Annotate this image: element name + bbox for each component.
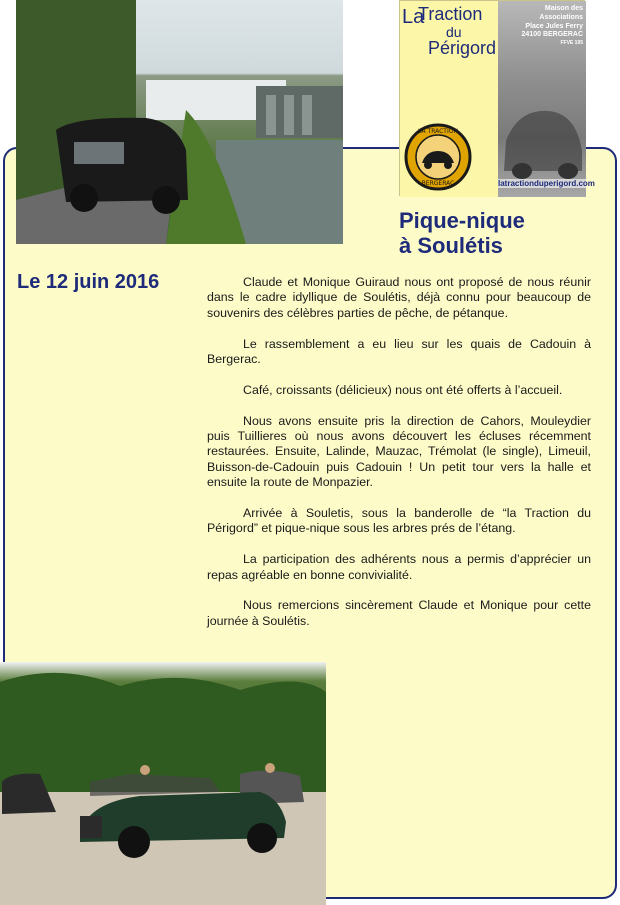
logo-la-text: La: [402, 6, 425, 28]
photo-car-by-river: [16, 0, 343, 244]
federation-number: FFVE 195: [560, 40, 583, 46]
article-body: [207, 275, 591, 645]
paragraph: Arrivée à Souletis, sous la banderolle de “la Traction du Périgord” et pique-nique sous les arbres prés de l’étang.: [207, 506, 591, 536]
logo-traction-text: Traction: [418, 4, 483, 24]
event-date: Le 12 juin 2016: [17, 271, 160, 293]
logo-perigord-text: Périgord: [428, 38, 497, 58]
paragraph: Claude et Monique Guiraud nous ont proposé de nous réunir dans le cadre idyllique de Soulétis, déjà connu pour beaucoup de souvenirs des célèbres parties de pêche, de pétanque.: [207, 275, 591, 320]
photo-car-by-river-graphic: [16, 0, 343, 244]
badge-text-bottom: BERGERAC: [421, 180, 455, 187]
club-badge-icon: [404, 123, 472, 191]
club-website: latractionduperigord.com: [498, 179, 595, 188]
title-line-1: Pique-nique: [399, 208, 525, 233]
paragraph: Nous remercions sincèrement Claude et Monique pour cette journée à Soulétis.: [207, 598, 591, 628]
logo-du-text: du: [446, 24, 462, 40]
club-logo: [399, 0, 595, 196]
paragraph: Café, croissants (délicieux) nous ont été offerts à l’accueil.: [243, 382, 563, 397]
photo-convertible-picnic: [0, 662, 326, 905]
address-line-3: 24100 BERGERAC: [521, 31, 583, 39]
paragraph: Le rassemblement a eu lieu sur les quais de Cadouin à Bergerac.: [207, 336, 591, 367]
association-address: [501, 5, 583, 46]
badge-text-top: LA TRACTION: [418, 128, 458, 135]
article-title: [399, 208, 525, 259]
photo-convertible-picnic-graphic: [0, 662, 326, 905]
title-line-2: à Soulétis: [399, 233, 503, 259]
paragraph: Nous avons ensuite pris la direction de Cahors, Mouleydier puis Tuillieres où nous avons découvert les écluses récemment restaurées. Ensuite, Lalinde, Mauzac, Trémolat (le single), Limeuil, Buisson-de-Cadouin puis Cadouin ! Un petit tour vers la halle et ensuite la route de Monpazier.: [207, 413, 591, 490]
address-line-2: Place Jules Ferry: [525, 22, 583, 30]
paragraph: La participation des adhérents nous a permis d’apprécier un repas agréable en bonne convivialité.: [207, 552, 591, 582]
address-line-1: Maison des Associations: [539, 5, 583, 21]
